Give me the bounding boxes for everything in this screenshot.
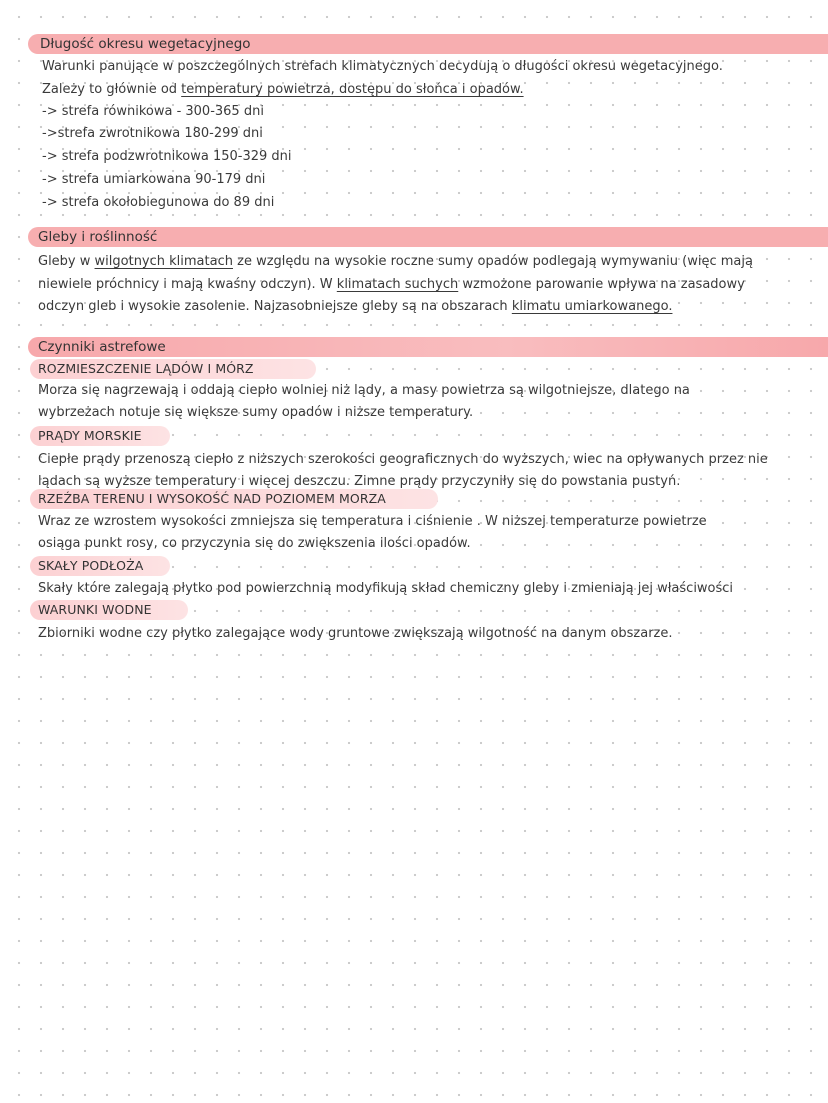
text-run: odczyn gleb i wysokie zasolenie. Najzasobniejsze gleby są na obszarach xyxy=(38,299,512,314)
text-run: niewiele próchnicy i mają kwaśny odczyn). W xyxy=(38,277,337,292)
section-heading-azonal-factors: Czynniki astrefowe xyxy=(38,339,166,355)
list-item: -> strefa podzwrotnikowa 150-329 dni xyxy=(42,149,292,164)
text-run: Zależy to głównie od xyxy=(42,82,182,97)
subheading-ocean-currents: PRĄDY MORSKIE xyxy=(38,428,142,443)
paragraph-line xyxy=(42,80,524,100)
underlined-text: klimatach suchych xyxy=(336,277,459,292)
underlined-text: klimatu umiarkowanego. xyxy=(511,299,673,314)
paragraph-line: lądach są wyższe temperatury i więcej deszczu. Zimne prądy przyczyniły się do powstania pustyń. xyxy=(38,474,681,489)
paragraph-line xyxy=(38,275,745,295)
subheading-water-conditions: WARUNKI WODNE xyxy=(38,602,152,617)
paragraph-line: Skały które zalegają płytko pod powierzchnią modyfikują skład chemiczny gleby i zmieniają jej właściwości xyxy=(38,581,734,596)
underlined-text: wilgotnych klimatach xyxy=(94,254,233,269)
text-run: wzmożone parowanie wpływa na zasadowy xyxy=(458,277,745,292)
section-heading-vegetation: Długość okresu wegetacyjnego xyxy=(40,36,251,52)
list-item: -> strefa okołobiegunowa do 89 dni xyxy=(42,195,275,210)
section-heading-soils: Gleby i roślinność xyxy=(38,229,158,245)
paragraph-line: wybrzeżach notuje się większe sumy opadów i niższe temperatury. xyxy=(38,405,474,420)
underlined-text: temperatury powietrza, dostępu do słońca i opadów. xyxy=(181,82,524,97)
paragraph-line: Morza się nagrzewają i oddają ciepło wolniej niż lądy, a masy powietrza są wilgotniejsze, dlatego na xyxy=(38,383,690,398)
paragraph-line: Zbiorniki wodne czy płytko zalegające wody gruntowe zwiększają wilgotność na danym obszarze. xyxy=(38,626,673,641)
list-item: -> strefa równikowa - 300-365 dni xyxy=(42,104,264,119)
paragraph-line xyxy=(38,252,753,272)
paragraph-line: Wraz ze wzrostem wysokości zmniejsza się temperatura i ciśnienie . W niższej temperaturze powietrze xyxy=(38,514,707,529)
paragraph-line: Ciepłe prądy przenoszą ciepło z niższych szerokości geograficznych do wyższych, wiec na opływanych przez nie xyxy=(38,452,768,467)
subheading-relief-altitude: RZEŹBA TERENU I WYSOKOŚĆ NAD POZIOMEM MORZA xyxy=(38,491,386,506)
subheading-land-sea: ROZMIESZCZENIE LĄDÓW I MÓRZ xyxy=(38,361,254,376)
subheading-bedrock: SKAŁY PODŁOŻA xyxy=(38,558,144,573)
paragraph-line xyxy=(38,297,672,317)
list-item: -> strefa umiarkowana 90-179 dni xyxy=(42,172,266,187)
text-run: ze względu na wysokie roczne sumy opadów podlegają wymywaniu (więc mają xyxy=(232,254,753,269)
list-item: ->strefa zwrotnikowa 180-299 dni xyxy=(42,126,263,141)
paragraph-line: Warunki panujące w poszczególnych strefach klimatycznych decydują o długości okresu wegetacyjnego. xyxy=(42,59,723,74)
paragraph-line: osiąga punkt rosy, co przyczynia się do zwiększenia ilości opadów. xyxy=(38,536,471,551)
text-run: Gleby w xyxy=(38,254,95,269)
